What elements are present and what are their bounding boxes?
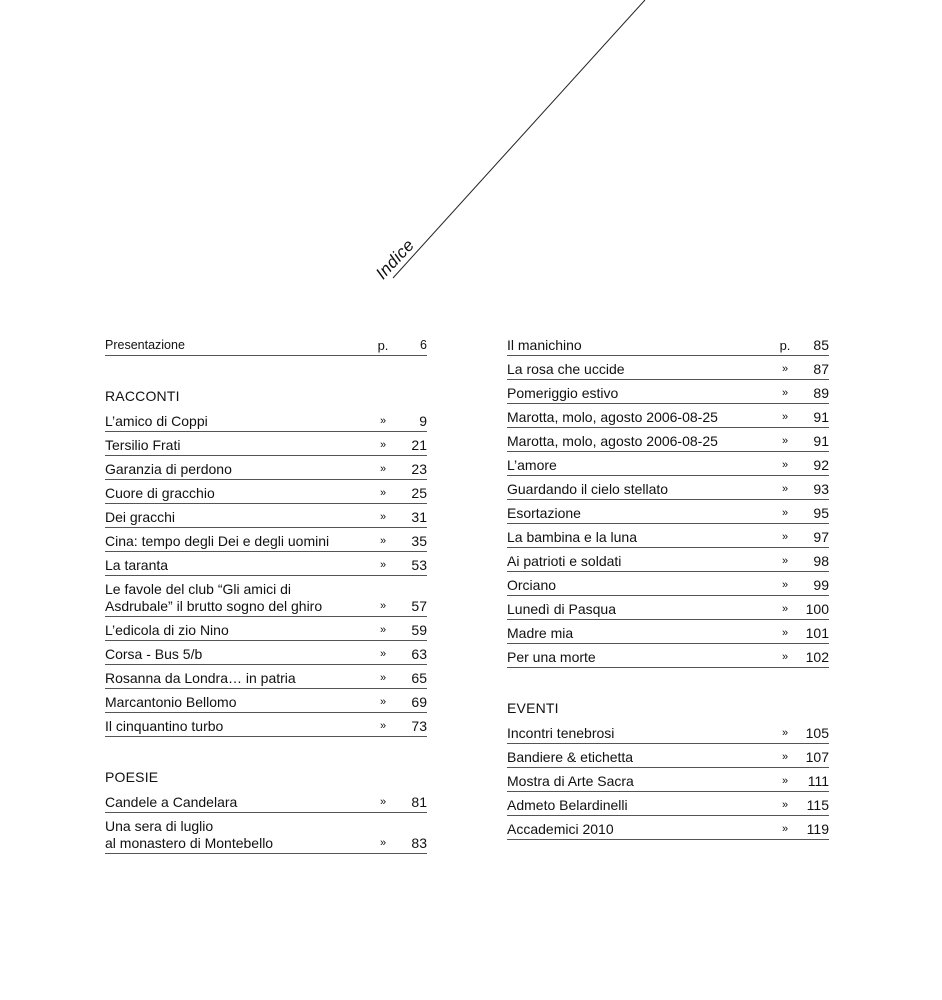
entry-page: 63 (411, 646, 427, 662)
entry-marker: p. (779, 338, 791, 353)
toc-entry[interactable] (507, 429, 829, 452)
entry-title: Dei gracchi (105, 509, 176, 525)
entry-title: Pomeriggio estivo (507, 385, 619, 401)
entry-marker: » (781, 627, 789, 639)
entry-page: 91 (813, 409, 829, 425)
section-heading-eventi: EVENTI (507, 700, 559, 716)
entry-page: 93 (813, 481, 829, 497)
entry-title: Accademici 2010 (507, 821, 614, 837)
entry-title: Rosanna da Londra… in patria (105, 670, 296, 686)
entry-marker: » (379, 439, 387, 451)
entry-title: Lunedì di Pasqua (507, 601, 616, 617)
entry-marker: » (781, 387, 789, 399)
entry-page: 65 (411, 670, 427, 686)
entry-page: 23 (411, 461, 427, 477)
toc-entry[interactable] (507, 721, 829, 744)
entry-title: Per una morte (507, 649, 596, 665)
toc-entry[interactable] (105, 553, 427, 576)
toc-entry[interactable] (507, 333, 829, 356)
entry-page: 105 (805, 725, 829, 741)
entry-title: L’amore (507, 457, 557, 473)
entry-title: Esortazione (507, 505, 581, 521)
toc-entry[interactable] (105, 690, 427, 713)
entry-title: Ai patrioti e soldati (507, 553, 622, 569)
entry-marker: » (379, 837, 387, 849)
entry-page: 81 (411, 794, 427, 810)
entry-page: 111 (807, 773, 829, 789)
toc-entry[interactable] (105, 666, 427, 689)
entry-title: Mostra di Arte Sacra (507, 773, 634, 789)
entry-page: 35 (411, 533, 427, 549)
toc-entry[interactable] (507, 817, 829, 840)
entry-title: Il manichino (507, 337, 582, 353)
entry-title: Il cinquantino turbo (105, 718, 224, 734)
entry-marker: » (379, 796, 387, 808)
entry-page: 9 (419, 413, 427, 429)
toc-entry[interactable] (507, 549, 829, 572)
entry-page: 97 (813, 529, 829, 545)
entry-page: 99 (813, 577, 829, 593)
entry-page: 31 (411, 509, 427, 525)
toc-entry[interactable] (507, 477, 829, 500)
toc-entry[interactable] (105, 577, 427, 617)
toc-entry[interactable] (105, 642, 427, 665)
entry-marker: » (781, 751, 789, 763)
entry-page: 98 (813, 553, 829, 569)
entry-title: Cina: tempo degli Dei e degli uomini (105, 533, 330, 549)
entry-page: 91 (813, 433, 829, 449)
entry-marker: » (379, 624, 387, 636)
toc-entry[interactable] (507, 645, 829, 668)
entry-page: 87 (813, 361, 829, 377)
entry-page: 59 (411, 622, 427, 638)
toc-entry[interactable] (105, 790, 427, 813)
toc-entry[interactable] (105, 481, 427, 504)
toc-entry[interactable] (507, 453, 829, 476)
entry-page: 73 (411, 718, 427, 734)
entry-title: Incontri tenebrosi (507, 725, 615, 741)
entry-title: Garanzia di perdono (105, 461, 232, 477)
toc-entry[interactable] (105, 409, 427, 432)
entry-page: 83 (411, 835, 427, 851)
toc-entry[interactable] (507, 745, 829, 768)
entry-marker: » (781, 799, 789, 811)
entry-marker: » (781, 459, 789, 471)
entry-marker: » (379, 648, 387, 660)
section-heading-poesie: POESIE (105, 769, 159, 785)
entry-title: Candele a Candelara (105, 794, 238, 810)
entry-marker: » (781, 531, 789, 543)
toc-entry[interactable] (507, 597, 829, 620)
entry-marker: » (781, 775, 789, 787)
entry-marker: » (781, 435, 789, 447)
toc-entry[interactable] (507, 525, 829, 548)
entry-marker: » (781, 579, 789, 591)
entry-marker: » (781, 411, 789, 423)
entry-marker: » (781, 651, 789, 663)
entry-marker: » (781, 555, 789, 567)
toc-entry-presentazione[interactable] (105, 333, 427, 356)
entry-page: 89 (813, 385, 829, 401)
entry-marker: » (379, 672, 387, 684)
entry-title: La bambina e la luna (507, 529, 637, 545)
entry-marker: » (379, 720, 387, 732)
toc-entry[interactable] (105, 529, 427, 552)
entry-marker: » (781, 823, 789, 835)
entry-page: 25 (411, 485, 427, 501)
entry-marker: » (379, 559, 387, 571)
entry-title: La rosa che uccide (507, 361, 625, 377)
entry-title: Orciano (507, 577, 557, 593)
entry-title: Bandiere & etichetta (507, 749, 634, 765)
toc-entry[interactable] (507, 381, 829, 404)
entry-page: 119 (806, 821, 829, 837)
toc-entry[interactable] (507, 405, 829, 428)
entry-marker: » (781, 363, 789, 375)
entry-title: L’amico di Coppi (105, 413, 208, 429)
entry-title: Presentazione (105, 338, 185, 352)
entry-page: 100 (805, 601, 829, 617)
entry-title: La taranta (105, 557, 169, 573)
section-heading-racconti: RACCONTI (105, 388, 180, 404)
entry-marker: p. (377, 338, 389, 353)
page-title: Indice (372, 235, 419, 283)
toc-entry[interactable] (105, 505, 427, 528)
entry-page: 107 (805, 749, 829, 765)
entry-title: Marotta, molo, agosto 2006-08-25 (507, 433, 718, 449)
toc-entry[interactable] (507, 769, 829, 792)
entry-title: Guardando il cielo stellato (507, 481, 669, 497)
entry-title: Admeto Belardinelli (507, 797, 628, 813)
toc-entry[interactable] (507, 357, 829, 380)
entry-page: 115 (806, 797, 829, 813)
entry-title: Madre mia (507, 625, 574, 641)
entry-marker: » (379, 463, 387, 475)
entry-marker: » (379, 696, 387, 708)
entry-marker: » (379, 600, 387, 612)
entry-title: Una sera di luglio al monastero di Montebello (105, 818, 274, 851)
toc-entry[interactable] (507, 793, 829, 816)
toc-entry[interactable] (507, 501, 829, 524)
entry-title: Marcantonio Bellomo (105, 694, 237, 710)
entry-title: Marotta, molo, agosto 2006-08-25 (507, 409, 718, 425)
entry-page: 92 (813, 457, 829, 473)
toc-entry[interactable] (105, 457, 427, 480)
entry-title: L’edicola di zio Nino (105, 622, 229, 638)
toc-entry[interactable] (105, 618, 427, 641)
entry-page: 21 (411, 437, 427, 453)
entry-marker: » (379, 535, 387, 547)
entry-page: 102 (805, 649, 829, 665)
entry-marker: » (781, 507, 789, 519)
entry-marker: » (781, 483, 789, 495)
toc-entry[interactable] (105, 433, 427, 456)
entry-page: 57 (411, 598, 427, 614)
entry-page: 101 (805, 625, 829, 641)
entry-marker: » (781, 603, 789, 615)
entry-title: Le favole del club “Gli amici di Asdrubale” il brutto sogno del ghiro (105, 581, 323, 614)
left-column (105, 333, 427, 855)
entry-marker: » (379, 415, 387, 427)
toc-entry[interactable] (507, 621, 829, 644)
entry-title: Corsa - Bus 5/b (105, 646, 203, 662)
toc-entry[interactable] (507, 573, 829, 596)
entry-page: 6 (420, 338, 427, 352)
entry-page: 95 (813, 505, 829, 521)
entry-page: 85 (813, 337, 829, 353)
entry-title: Tersilio Frati (105, 437, 181, 453)
toc-entry[interactable] (105, 714, 427, 737)
entry-title: Cuore di gracchio (105, 485, 215, 501)
entry-marker: » (379, 511, 387, 523)
entry-page: 53 (411, 557, 427, 573)
entry-page: 69 (411, 694, 427, 710)
toc-entry[interactable] (105, 814, 427, 854)
entry-marker: » (379, 487, 387, 499)
entry-marker: » (781, 727, 789, 739)
right-column (507, 333, 829, 841)
